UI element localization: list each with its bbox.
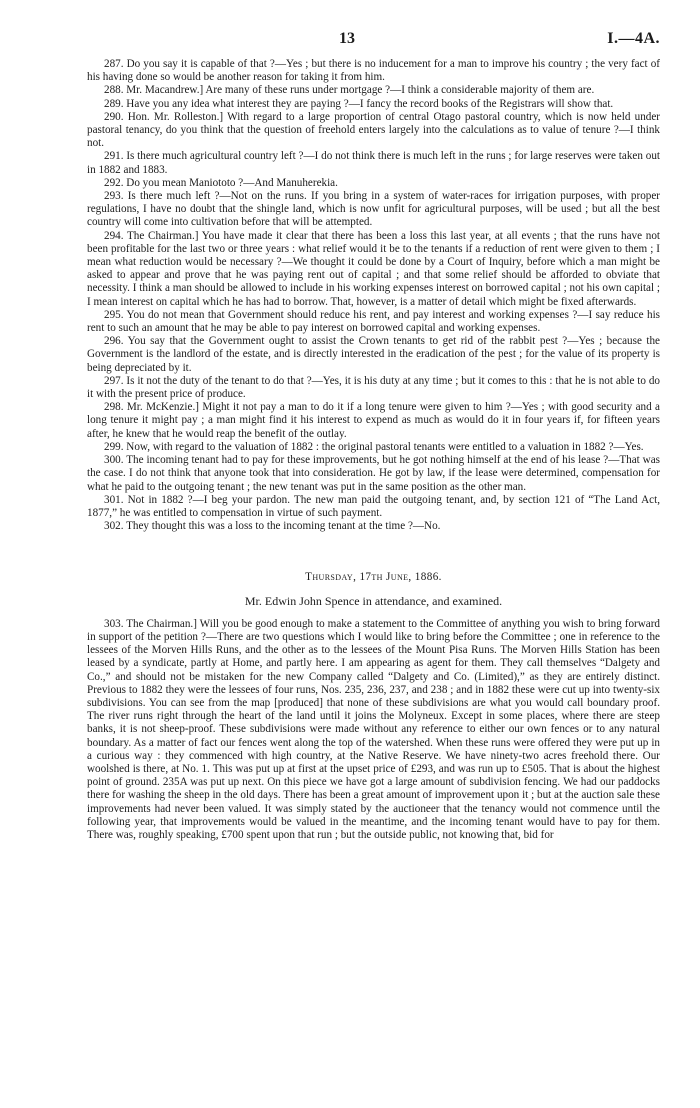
question-303-statement: 303. The Chairman.] Will you be good enough to make a statement to the Committee of anything you wish to bring forward in support of the petition ?—There are two questions which I would like to bring before the Committee ; one in reference to the lessees of the Morven Hills Runs, and the other as to the lessees of the Mount Pisa Runs. The Morven Hills Station has been leased by a syndicate, partly at Home, and partly here. I am appearing as agent for them. They call themselves “Dalgety and Co.,” and should not be mistaken for the new Company called “Dalgety and Co. (Limited),” as they are entirely distinct. Previous to 1882 they were the lessees of four runs, Nos. 235, 236, 237, and 238 ; and in 1882 these were cut up into twenty-six subdivisions. You can see from the map [produced] that none of these subdivisions are what you would call boundary proof. The river runs right through the heart of the land until it joins the Molyneux. Except in some places, where there are steep banks, it is not sheep-proof. These subdivisions were made without any reference to either our own fences or to any natural boundary. As a matter of fact our fences went along the top of the watershed. When these runs were offered they were put up in a curious way : they commenced with high country, at the Native Reserve. We have ninety-two acres freehold there. Our woolshed is there, at No. 1. This was put up at first at the upset price of £293, and was run up to £505. That is about the highest point of ground. 235A was put up next. On this piece we have got a large amount of subdivision fencing. We had our paddocks there for washing the sheep in the old days. There has been a great amount of improvement upon it ; but at the auction sale these improvements had never been valued. It was simply stated by the auctioneer that the tenancy would not commence until the following year, that improvements would be valued in the meantime, and the incoming tenant would have to pay for them. There was, roughly speaking, £700 spent upon that run ; but the outside public, not knowing that, bid for bbox=[87, 617, 660, 841]
question-299: 299. Now, with regard to the valuation of 1882 : the original pastoral tenants were entitled to a valuation in 1882 ?—Yes. bbox=[104, 440, 644, 453]
question-290: 290. Hon. Mr. Rolleston.] With regard to a large proportion of central Otago pastoral country, which is now held under pastoral tenancy, do you think that the question of freehold enters largely into the calculations as to value of tenure ?—I think not. bbox=[87, 110, 660, 150]
document-reference: I.—4A. bbox=[607, 30, 660, 47]
question-293: 293. Is there much left ?—Not on the runs. If you bring in a system of water-races for irrigation purposes, with proper regulations, I have no doubt that the shingle land, which is now unfit for agricultural purposes, will be used ; but all the best country will come into cultivation before that will be attempted. bbox=[87, 190, 660, 229]
question-288: 288. Mr. Macandrew.] Are many of these runs under mortgage ?—I think a considerable majority of them are. bbox=[104, 84, 595, 97]
page-header bbox=[87, 30, 660, 58]
question-289: 289. Have you any idea what interest they are paying ?—I fancy the record books of the Registrars will show that. bbox=[104, 97, 614, 110]
question-295: 295. You do not mean that Government should reduce his rent, and pay interest and working expenses ?—I say reduce his rent to such an amount that he may be able to pay interest on borrowed capital and working expenses. bbox=[87, 308, 660, 335]
question-301: 301. Not in 1882 ?—I beg your pardon. The new man paid the outgoing tenant, and, by section 121 of “The Land Act, 1877,” he was entitled to compensation in virtue of such payment. bbox=[87, 493, 660, 519]
question-302: 302. They thought this was a loss to the incoming tenant at the time ?—No. bbox=[104, 520, 441, 533]
question-296: 296. You say that the Government ought to assist the Crown tenants to get rid of the rabbit pest ?—Yes ; because the Government is the landlord of the estate, and is directly interested in the eradication of the pest ; for the value of its property is being depreciated by it. bbox=[87, 335, 660, 374]
question-300: 300. The incoming tenant had to pay for these improvements, but he got nothing himself at the end of his lease ?—That was the case. I do not think that anyone took that into consideration. He got by law, if the lease were determined, compensation for what he paid to the outgoing tenant ; the new tenant was put in the same position as the other man. bbox=[87, 454, 660, 493]
question-297: 297. Is it not the duty of the tenant to do that ?—Yes, it is his duty at any time ; but it comes to this : that he is not able to do it with the present price of produce. bbox=[87, 374, 660, 401]
evidence-body bbox=[87, 58, 660, 842]
page-number: 13 bbox=[339, 30, 355, 47]
question-298: 298. Mr. McKenzie.] Might it not pay a man to do it if a long tenure were given to him ?—Yes ; with good security and a long tenure it might pay ; a man might find it his interest to expend as much as would do it in four years if, for fifteen years after, he knew that he would reap the benefit of the outlay. bbox=[87, 401, 660, 440]
question-291: 291. Is there much agricultural country left ?—I do not think there is much left in the runs ; for large reserves were taken out in 1882 and 1883. bbox=[87, 150, 660, 176]
question-294: 294. The Chairman.] You have made it clear that there has been a loss this last year, at all events ; that the runs have not been profitable for the last two or three years : what relief would it be to the tenants if a reduction of rent were given to them ; I mean what reduction would be necessary ?—We thought it could be done by a Court of Inquiry, before which a man might be asked to appear and prove that he was paying rent out of capital ; and that some relief should be afforded to obviate that necessity. I think a man should be allowed to include in his working expenses interest on borrowed capital ; not his own capital ; I mean interest on capital which he has had to borrow. That, however, is a matter of detail which might be fixed afterwards. bbox=[87, 229, 660, 308]
session-date-heading: Thursday, 17th June, 1886. bbox=[305, 571, 442, 584]
witness-line: Mr. Edwin John Spence in attendance, and examined. bbox=[244, 593, 503, 608]
question-287: 287. Do you say it is capable of that ?—Yes ; but there is no inducement for a man to improve his country ; the very fact of his having done so would be another reason for taking it from him. bbox=[87, 58, 660, 84]
question-292: 292. Do you mean Maniototo ?—And Manuherekia. bbox=[104, 176, 338, 189]
